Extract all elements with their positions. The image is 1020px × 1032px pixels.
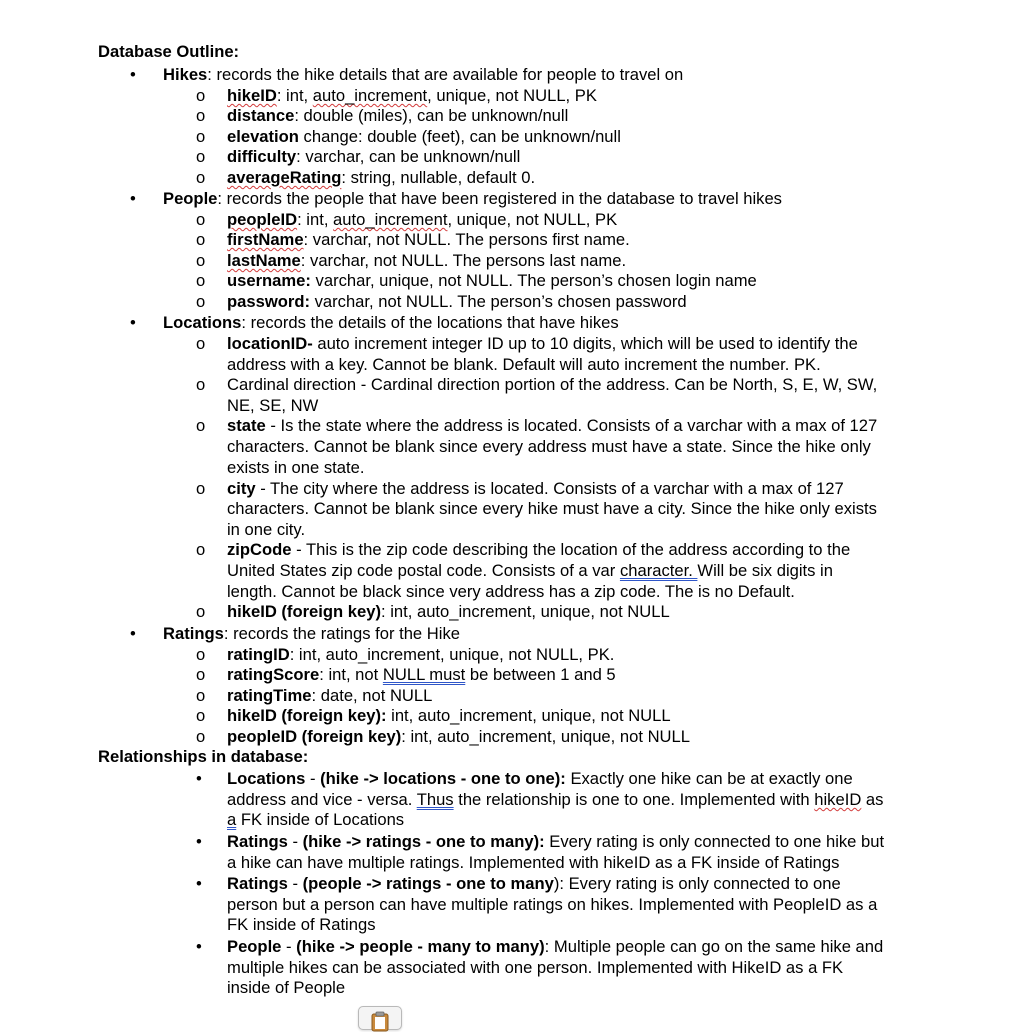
entity-description: : records the people that have been registered in the database to travel hikes — [217, 189, 782, 208]
field-text: be between 1 and 5 — [465, 665, 616, 684]
relationship-text: - — [281, 937, 297, 956]
field-item — [227, 251, 626, 272]
relationship-item — [227, 832, 884, 853]
relationship-type: (hike -> ratings - one to many): — [302, 832, 545, 851]
field-item — [227, 147, 520, 168]
spellcheck-text: auto_increment — [333, 210, 448, 229]
field-name: zipCode — [227, 540, 292, 559]
field-name: elevation — [227, 127, 299, 146]
entity-name: Ratings — [163, 624, 224, 643]
relationship-item — [227, 769, 853, 790]
entity-name: People — [163, 189, 218, 208]
field-item — [227, 540, 850, 561]
sub-bullet: o — [196, 665, 206, 684]
field-text: : int, — [276, 86, 313, 105]
field-name: peopleID — [227, 210, 298, 229]
field-name: hikeID — [227, 86, 277, 105]
sub-bullet: o — [196, 147, 206, 166]
relationship-name: Locations — [227, 769, 306, 788]
field-item-continued: characters. Cannot be blank since every address must have a state. Since the hike only — [227, 437, 871, 456]
field-text: auto increment integer ID up to 10 digits, which will be used to identify the — [312, 334, 858, 353]
field-text: : string, nullable, default 0. — [341, 168, 536, 187]
field-item-continued — [227, 561, 833, 582]
field-item-continued: NE, SE, NW — [227, 396, 319, 415]
field-name: ratingScore — [227, 665, 320, 684]
sub-bullet: o — [196, 251, 206, 270]
field-item — [227, 686, 432, 707]
entity-description: : records the hike details that are available for people to travel on — [207, 65, 684, 84]
sub-bullet: o — [196, 645, 206, 664]
field-name: peopleID (foreign key) — [227, 727, 402, 746]
entity-description: : records the ratings for the Hike — [223, 624, 460, 643]
relationship-type: (hike -> people - many to many) — [296, 937, 545, 956]
field-item — [227, 106, 568, 127]
field-item-continued: in one city. — [227, 520, 306, 539]
field-text: - The city where the address is located. Consists of a varchar with a max of 127 — [255, 479, 844, 498]
list-item-hikes — [163, 65, 683, 86]
relationship-continued: FK inside of Ratings — [227, 915, 376, 934]
bullet: • — [196, 937, 202, 956]
grammar-flagged-text: a — [227, 810, 237, 829]
field-name: difficulty — [227, 147, 297, 166]
field-text: : varchar, not NULL. The persons first name. — [303, 230, 630, 249]
relationship-text: Exactly one hike can be at exactly one — [565, 769, 853, 788]
sub-bullet: o — [196, 602, 206, 621]
sub-bullet: o — [196, 706, 206, 725]
entity-name: Hikes — [163, 65, 208, 84]
field-item — [227, 706, 671, 727]
sub-bullet: o — [196, 106, 206, 125]
relationship-item — [227, 874, 841, 895]
field-name: hikeID (foreign key): — [227, 706, 387, 725]
spellcheck-text: hikeID — [814, 790, 862, 809]
field-text: Will be six digits in — [697, 561, 833, 580]
relationship-text: - — [287, 874, 303, 893]
field-text: , unique, not NULL, PK — [447, 210, 618, 229]
paste-options-button[interactable] — [358, 1006, 402, 1030]
relationship-continued: person but a person can have multiple ratings on hikes. Implemented with PeopleID as a — [227, 895, 878, 914]
relationship-continued: inside of People — [227, 978, 346, 997]
field-item-continued: address with a key. Cannot be blank. Default will auto increment the number. PK. — [227, 355, 821, 374]
section-heading-outline: Database Outline: — [98, 42, 240, 61]
field-text: : double (miles), can be unknown/null — [294, 106, 569, 125]
field-item — [227, 416, 877, 437]
bullet: • — [130, 624, 136, 643]
relationship-text: - — [287, 832, 303, 851]
relationship-continued: a hike can have multiple ratings. Implemented with hikeID as a FK inside of Ratings — [227, 853, 840, 872]
field-name: averageRating — [227, 168, 342, 187]
field-text: int, auto_increment, unique, not NULL — [386, 706, 671, 725]
field-item — [227, 645, 614, 666]
field-item — [227, 479, 844, 500]
spellcheck-text: auto_increment — [312, 86, 428, 105]
entity-description: : records the details of the locations that have hikes — [241, 313, 619, 332]
sub-bullet: o — [196, 292, 206, 311]
relationship-type: (people -> ratings - one to many — [302, 874, 554, 893]
field-item — [227, 230, 630, 251]
grammar-flagged-text: character. — [619, 561, 698, 580]
field-text: : int, auto_increment, unique, not NULL — [401, 727, 690, 746]
relationship-type: (hike -> locations - one to one): — [320, 769, 566, 788]
relationship-name: Ratings — [227, 832, 288, 851]
grammar-flagged-text: Thus — [416, 790, 454, 809]
field-item-continued: length. Cannot be black since very address has a zip code. The is no Default. — [227, 582, 795, 601]
relationship-text: : Multiple people can go on the same hike and — [544, 937, 884, 956]
field-text: : date, not NULL — [311, 686, 433, 705]
sub-bullet: o — [196, 416, 206, 435]
relationship-text: FK inside of Locations — [236, 810, 405, 829]
list-item-people — [163, 189, 782, 210]
field-text: : varchar, not NULL. The persons last name. — [300, 251, 627, 270]
bullet: • — [130, 189, 136, 208]
field-text: , unique, not NULL, PK — [427, 86, 597, 105]
field-name: distance — [227, 106, 295, 125]
field-item-continued: characters. Cannot be blank since every hike must have a city. Since the hike only exists — [227, 499, 877, 518]
sub-bullet: o — [196, 271, 206, 290]
relationship-item — [227, 937, 883, 958]
field-item-continued: exists in one state. — [227, 458, 365, 477]
relationship-name: People — [227, 937, 282, 956]
relationship-text: as — [861, 790, 884, 809]
field-item — [227, 210, 617, 231]
field-name: lastName — [227, 251, 301, 270]
grammar-flagged-text: NULL must — [382, 665, 466, 684]
field-name: ratingTime — [227, 686, 312, 705]
field-name: firstName — [227, 230, 304, 249]
sub-bullet: o — [196, 86, 206, 105]
field-text: : int, auto_increment, unique, not NULL — [381, 602, 670, 621]
sub-bullet: o — [196, 686, 206, 705]
field-item — [227, 334, 858, 355]
sub-bullet: o — [196, 375, 206, 394]
bullet: • — [196, 874, 202, 893]
bullet: • — [130, 313, 136, 332]
sub-bullet: o — [196, 727, 206, 746]
relationship-text: - — [305, 769, 321, 788]
field-name: hikeID (foreign key) — [227, 602, 381, 621]
sub-bullet: o — [196, 479, 206, 498]
relationship-text: the relationship is one to one. Implemented with — [453, 790, 815, 809]
field-text: - Is the state where the address is located. Consists of a varchar with a max of 127 — [265, 416, 878, 435]
field-text: : int, — [297, 210, 334, 229]
clipboard-icon — [369, 1010, 391, 1032]
bullet: • — [196, 832, 202, 851]
field-item — [227, 665, 616, 686]
relationship-continued: multiple hikes can be associated with one person. Implemented with HikeID as a FK — [227, 958, 844, 977]
sub-bullet: o — [196, 127, 206, 146]
sub-bullet: o — [196, 168, 206, 187]
sub-bullet: o — [196, 540, 206, 559]
field-item — [227, 86, 597, 107]
field-name: state — [227, 416, 266, 435]
field-text: change: double (feet), can be unknown/null — [298, 127, 621, 146]
field-item — [227, 602, 670, 623]
field-text: - This is the zip code describing the location of the address according to the — [291, 540, 851, 559]
field-text: varchar, unique, not NULL. The person’s chosen login name — [310, 271, 757, 290]
relationship-text: Every rating is only connected to one hike but — [544, 832, 885, 851]
field-text: varchar, not NULL. The person’s chosen password — [310, 292, 687, 311]
field-item — [227, 127, 621, 148]
relationship-text: ): Every rating is only connected to one — [553, 874, 841, 893]
field-text: : int, not — [319, 665, 383, 684]
field-item — [227, 271, 757, 292]
bullet: • — [130, 65, 136, 84]
relationship-continued — [227, 810, 404, 831]
field-item — [227, 292, 687, 313]
section-heading-relationships: Relationships in database: — [98, 747, 309, 766]
list-item-ratings — [163, 624, 460, 645]
field-name: password: — [227, 292, 310, 311]
field-text: : varchar, can be unknown/null — [296, 147, 521, 166]
field-name: locationID- — [227, 334, 313, 353]
field-text: : int, auto_increment, unique, not NULL, PK. — [289, 645, 615, 664]
field-item: Cardinal direction - Cardinal direction portion of the address. Can be North, S, E, W, SW, — [227, 375, 878, 394]
relationship-text: address and vice - versa. — [227, 790, 417, 809]
list-item-locations — [163, 313, 619, 334]
sub-bullet: o — [196, 230, 206, 249]
entity-name: Locations — [163, 313, 242, 332]
field-text: United States zip code postal code. Consists of a var — [227, 561, 620, 580]
field-name: ratingID — [227, 645, 290, 664]
relationship-continued — [227, 790, 883, 811]
relationship-name: Ratings — [227, 874, 288, 893]
field-name: username: — [227, 271, 311, 290]
bullet: • — [196, 769, 202, 788]
field-item — [227, 727, 690, 748]
field-item — [227, 168, 535, 189]
field-name: city — [227, 479, 256, 498]
sub-bullet: o — [196, 334, 206, 353]
sub-bullet: o — [196, 210, 206, 229]
